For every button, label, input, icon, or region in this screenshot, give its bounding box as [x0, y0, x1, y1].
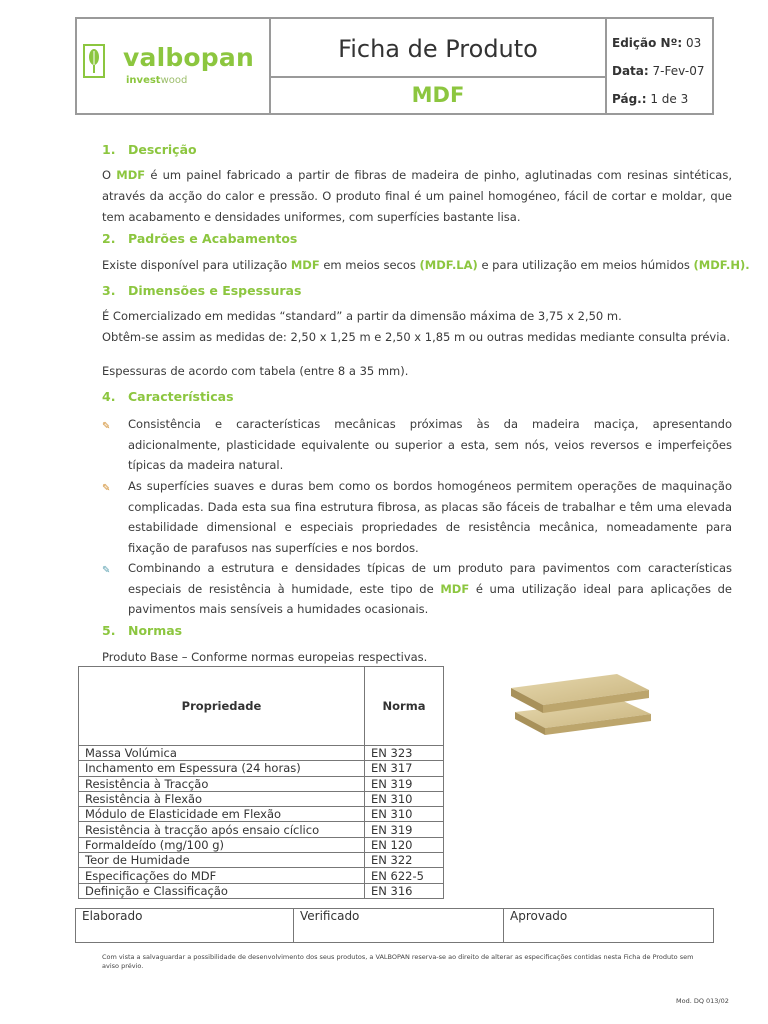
norm-cell: EN 316 — [365, 883, 444, 898]
normas-intro: Produto Base – Conforme normas europeias respectivas. — [102, 650, 428, 664]
property-cell: Resistência à Tracção — [79, 776, 365, 791]
property-cell: Massa Volúmica — [79, 746, 365, 761]
property-cell: Inchamento em Espessura (24 horas) — [79, 761, 365, 776]
table-row — [79, 883, 444, 898]
section-heading-caracteristicas: 4. Características — [102, 389, 234, 404]
table-row — [79, 807, 444, 822]
caracteristicas-bullet-3: ✎ Combinando a estrutura e densidades típicas de um produto para pavimentos com características especiais de resistência à humidade, este tipo de MDF é uma utilização ideal para aplicações de pavimentos mais sensíveis a humidades ocasionais. — [102, 561, 732, 616]
edition-info: Edição Nº: 03 — [612, 36, 702, 50]
norm-cell: EN 322 — [365, 853, 444, 868]
norm-cell: EN 319 — [365, 822, 444, 837]
table-row — [79, 791, 444, 806]
table-row — [79, 822, 444, 837]
approval-table — [75, 908, 714, 943]
padroes-paragraph: Existe disponível para utilização MDF em meios secos (MDF.LA) e para utilização em meios húmidos (MDF.H). — [102, 258, 750, 272]
column-header-propriedade: Propriedade — [79, 667, 365, 746]
logo-cell — [77, 19, 271, 113]
property-cell: Especificações do MDF — [79, 868, 365, 883]
descricao-paragraph: O MDF é um painel fabricado a partir de fibras de madeira de pinho, aglutinadas com resinas sintéticas, através da acção do calor e pressão. O produto final é um painel homogéneo, fácil de cortar e moldar, que tem acabamento e densidades uniformes, com superfícies bastante lisa. — [102, 168, 732, 224]
section-heading-descricao: 1. Descrição — [102, 142, 197, 157]
property-cell: Definição e Classificação — [79, 883, 365, 898]
property-cell: Módulo de Elasticidade em Flexão — [79, 807, 365, 822]
caracteristicas-bullet-1: ✎ Consistência e características mecânicas próximas às da madeira maciça, apresentando adicionalmente, plasticidade equivalente ou superior a esta, sem nós, veios reversos e imperfeições típicas da madeira natural. — [102, 417, 732, 472]
hand-pointer-icon: ✎ — [102, 483, 111, 494]
table-row — [79, 761, 444, 776]
property-cell: Teor de Humidade — [79, 853, 365, 868]
product-name: MDF — [411, 83, 465, 107]
property-cell: Resistência à tracção após ensaio cíclico — [79, 822, 365, 837]
hand-pointer-icon: ✎ — [102, 565, 111, 576]
section-heading-normas: 5. Normas — [102, 623, 183, 638]
table-row — [79, 868, 444, 883]
document-header — [75, 17, 714, 115]
hand-pointer-icon: ✎ — [102, 421, 111, 432]
dimensoes-line-1: É Comercializado em medidas “standard” a partir da dimensão máxima de 3,75 x 2,50 m. — [102, 309, 622, 323]
norm-cell: EN 317 — [365, 761, 444, 776]
table-row — [79, 776, 444, 791]
norm-cell: EN 622-5 — [365, 868, 444, 883]
approval-aprovado: Aprovado — [510, 909, 568, 923]
mdf-boards-image — [503, 660, 653, 740]
norm-cell: EN 319 — [365, 776, 444, 791]
property-cell: Resistência à Flexão — [79, 791, 365, 806]
norm-cell: EN 120 — [365, 837, 444, 852]
form-code: Mod. DQ 013/02 — [676, 997, 729, 1005]
date-info: Data: 7-Fev-07 — [612, 64, 705, 78]
norm-cell: EN 323 — [365, 746, 444, 761]
brand-subtitle: investwood — [126, 75, 188, 86]
footer-note: Com vista a salvaguardar a possibilidade de desenvolvimento dos seus produtos, a VALBOPAN reserva-se ao direito de alterar as especificações contidas nesta Ficha de Produto sem aviso prévio. — [102, 953, 694, 970]
section-heading-padroes: 2. Padrões e Acabamentos — [102, 231, 298, 246]
document-title: Ficha de Produto — [271, 19, 605, 78]
norm-cell: EN 310 — [365, 791, 444, 806]
table-row — [79, 837, 444, 852]
dimensoes-line-2: Obtêm-se assim as medidas de: 2,50 x 1,25 m e 2,50 x 1,85 m ou outras medidas mediante consulta prévia. — [102, 330, 731, 344]
normas-table — [78, 666, 444, 899]
table-row — [79, 853, 444, 868]
caracteristicas-bullet-2: ✎ As superfícies suaves e duras bem como os bordos homogéneos permitem operações de maquinação complicadas. Dada esta sua fina estrutura fibrosa, as placas são fáceis de trabalhar e têm uma elevada estabilidade dimensional e especiais propriedades de resistência mecânica, nomeadamente para fixação de parafusos nas superfícies e nos bordos. — [102, 479, 732, 555]
document-meta — [605, 19, 714, 113]
brand-name: valbopan — [123, 43, 254, 72]
property-cell: Formaldeído (mg/100 g) — [79, 837, 365, 852]
section-heading-dimensoes: 3. Dimensões e Espessuras — [102, 283, 302, 298]
valbopan-leaf-logo-icon — [82, 43, 106, 79]
approval-elaborado: Elaborado — [76, 909, 294, 942]
norm-cell: EN 310 — [365, 807, 444, 822]
dimensoes-line-3: Espessuras de acordo com tabela (entre 8 a 35 mm). — [102, 364, 409, 378]
column-header-norma: Norma — [365, 667, 444, 746]
table-row — [79, 746, 444, 761]
approval-verificado: Verificado — [294, 909, 504, 942]
page-info: Pág.: 1 de 3 — [612, 92, 689, 106]
